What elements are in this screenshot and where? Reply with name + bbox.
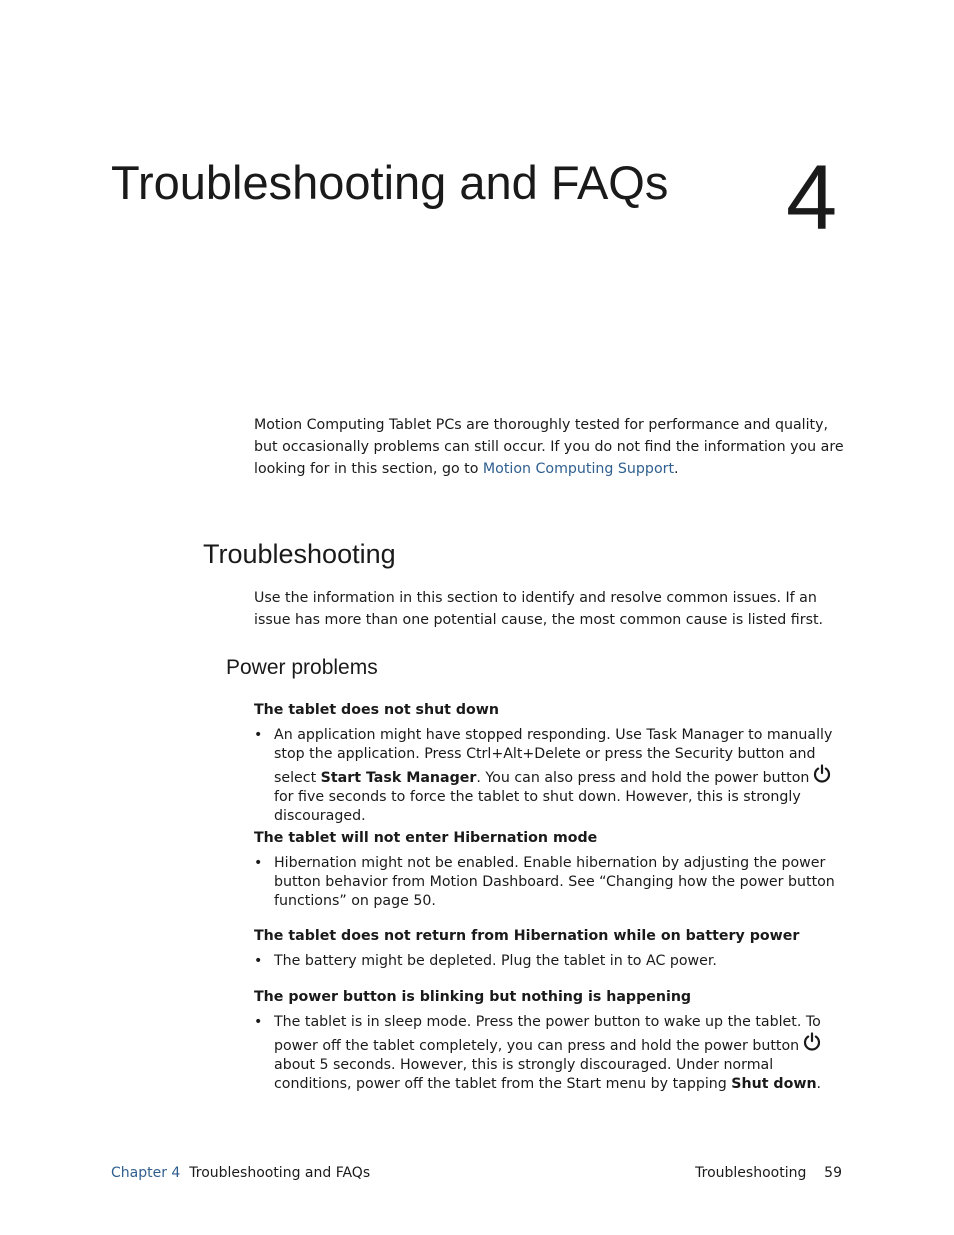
power-icon (813, 764, 831, 784)
bold-term: Start Task Manager (320, 770, 477, 786)
subsection-heading: Power problems (226, 656, 378, 679)
chapter-title: Troubleshooting and FAQs (111, 156, 669, 209)
issue-bullet (254, 726, 846, 826)
footer-section (695, 1163, 842, 1183)
section-heading: Troubleshooting (203, 539, 396, 569)
issue-bullet (254, 1013, 846, 1094)
issue-bullet (254, 854, 846, 911)
bullet-text: Hibernation might not be enabled. Enable hibernation by adjusting the power button behavior from Motion Dashboard. See “Changing how the power button functions” on page 50. (274, 855, 835, 909)
bullet-text: An application might have stopped responding. Use Task Manager to manually stop the application. Press Ctrl+Alt+Delete or press the Security button and select Start Task Manager. You can also press and hold the power buttonfor five seconds to force the tablet to shut down. However, this is strongly discouraged. (274, 727, 833, 824)
bullet-text: The tablet is in sleep mode. Press the power button to wake up the tablet. To power off the tablet completely, you can press and hold the power buttonabout 5 seconds. However, this is strongly discouraged. Under normal conditions, power off the tablet from the Start menu by tapping Shut down. (274, 1014, 822, 1092)
power-icon (803, 1032, 821, 1052)
intro-text: Motion Computing Tablet PCs are thoroughly tested for performance and quality, but occasionally problems can still occur. If you do not find the information you are looking for in this section, go to (254, 417, 844, 477)
footer-chapter-title: Troubleshooting and FAQs (189, 1165, 371, 1181)
bullet-symbol: • (254, 1014, 263, 1030)
chapter-number: 4 (786, 147, 838, 249)
bullet-text: The battery might be depleted. Plug the tablet in to AC power. (274, 953, 717, 969)
footer-chapter-label[interactable]: Chapter 4 (111, 1165, 181, 1181)
issue-title: The tablet does not return from Hibernation while on battery power (254, 928, 800, 944)
footer-chapter (111, 1163, 370, 1183)
issue-title: The tablet will not enter Hibernation mode (254, 830, 598, 846)
bullet-symbol: • (254, 953, 263, 969)
issue-title: The power button is blinking but nothing is happening (254, 989, 692, 1005)
footer-section-label: Troubleshooting (695, 1165, 807, 1181)
section-intro: Use the information in this section to identify and resolve common issues. If an issue has more than one potential cause, the most common cause is listed first. (254, 590, 824, 628)
bold-term: Shut down (731, 1076, 817, 1092)
page-number: 59 (824, 1165, 842, 1181)
issue-title: The tablet does not shut down (254, 702, 500, 718)
issue-bullet (254, 952, 846, 971)
bullet-symbol: • (254, 727, 263, 743)
intro-paragraph (254, 414, 846, 480)
bullet-symbol: • (254, 855, 263, 871)
intro-end: . (674, 461, 679, 477)
support-link[interactable]: Motion Computing Support (482, 461, 675, 477)
